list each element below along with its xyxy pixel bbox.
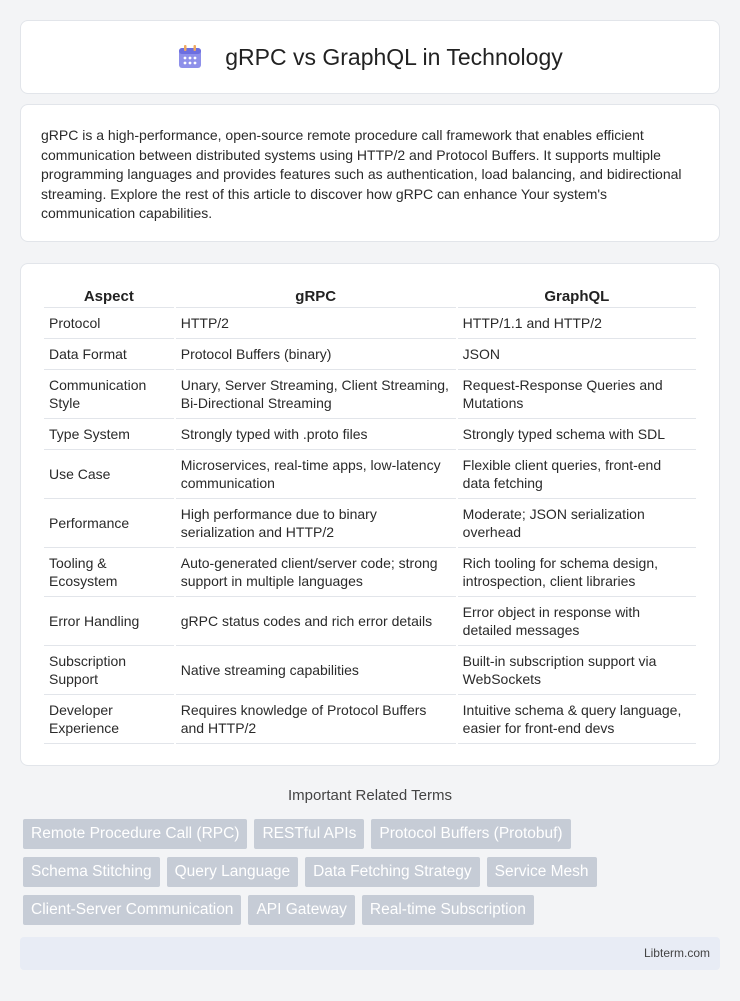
cell-graphql: Built-in subscription support via WebSockets bbox=[458, 646, 696, 695]
cell-grpc: Strongly typed with .proto files bbox=[176, 419, 456, 450]
cell-aspect: Performance bbox=[44, 499, 174, 548]
tag-protobuf[interactable]: Protocol Buffers (Protobuf) bbox=[371, 819, 570, 849]
cell-grpc: High performance due to binary serialization and HTTP/2 bbox=[176, 499, 456, 548]
table-row bbox=[44, 370, 696, 419]
calendar-icon bbox=[177, 44, 203, 70]
table-row bbox=[44, 597, 696, 646]
cell-grpc: Auto-generated client/server code; strong support in multiple languages bbox=[176, 548, 456, 597]
cell-grpc: Protocol Buffers (binary) bbox=[176, 339, 456, 370]
tag-row bbox=[23, 895, 723, 925]
comparison-card bbox=[20, 263, 720, 766]
tag-api-gateway[interactable]: API Gateway bbox=[248, 895, 354, 925]
cell-aspect: Tooling & Ecosystem bbox=[44, 548, 174, 597]
table-row bbox=[44, 695, 696, 744]
table-row bbox=[44, 419, 696, 450]
cell-graphql: JSON bbox=[458, 339, 696, 370]
related-terms bbox=[23, 819, 723, 933]
tag-schema-stitching[interactable]: Schema Stitching bbox=[23, 857, 160, 887]
cell-aspect: Communication Style bbox=[44, 370, 174, 419]
tag-client-server[interactable]: Client-Server Communication bbox=[23, 895, 241, 925]
header-grpc: gRPC bbox=[176, 285, 456, 308]
cell-graphql: Rich tooling for schema design, introspection, client libraries bbox=[458, 548, 696, 597]
cell-aspect: Subscription Support bbox=[44, 646, 174, 695]
footer-brand[interactable]: Libterm.com bbox=[643, 946, 710, 960]
cell-aspect: Error Handling bbox=[44, 597, 174, 646]
tag-row bbox=[23, 819, 723, 849]
table-row bbox=[44, 339, 696, 370]
cell-grpc: Requires knowledge of Protocol Buffers and HTTP/2 bbox=[176, 695, 456, 744]
footer bbox=[20, 937, 720, 970]
cell-graphql: Error object in response with detailed messages bbox=[458, 597, 696, 646]
cell-graphql: Intuitive schema & query language, easier for front-end devs bbox=[458, 695, 696, 744]
comparison-table bbox=[42, 285, 698, 744]
related-terms-title: Important Related Terms bbox=[288, 787, 452, 804]
cell-aspect: Developer Experience bbox=[44, 695, 174, 744]
cell-aspect: Data Format bbox=[44, 339, 174, 370]
tag-row bbox=[23, 857, 723, 887]
table-row bbox=[44, 548, 696, 597]
intro-text: gRPC is a high-performance, open-source remote procedure call framework that enables efficient communication between distributed systems using HTTP/2 and Protocol Buffers. It supports multiple programming languages and provides features such as authentication, load balancing, and bidirectional streaming. Explore the rest of this article to discover how gRPC can enhance Your system's communication capabilities. bbox=[41, 127, 682, 222]
cell-grpc: HTTP/2 bbox=[176, 308, 456, 339]
tag-realtime-subscription[interactable]: Real-time Subscription bbox=[362, 895, 534, 925]
table-row bbox=[44, 499, 696, 548]
header-aspect: Aspect bbox=[44, 285, 174, 308]
tag-rpc[interactable]: Remote Procedure Call (RPC) bbox=[23, 819, 247, 849]
tag-restful-apis[interactable]: RESTful APIs bbox=[254, 819, 364, 849]
table-row bbox=[44, 450, 696, 499]
cell-graphql: HTTP/1.1 and HTTP/2 bbox=[458, 308, 696, 339]
page-title: gRPC vs GraphQL in Technology bbox=[225, 43, 563, 70]
cell-aspect: Type System bbox=[44, 419, 174, 450]
tag-query-language[interactable]: Query Language bbox=[167, 857, 298, 887]
cell-grpc: Native streaming capabilities bbox=[176, 646, 456, 695]
tag-service-mesh[interactable]: Service Mesh bbox=[487, 857, 597, 887]
cell-graphql: Request-Response Queries and Mutations bbox=[458, 370, 696, 419]
cell-aspect: Use Case bbox=[44, 450, 174, 499]
cell-grpc: gRPC status codes and rich error details bbox=[176, 597, 456, 646]
header-graphql: GraphQL bbox=[458, 285, 696, 308]
tag-data-fetching-strategy[interactable]: Data Fetching Strategy bbox=[305, 857, 480, 887]
table-row bbox=[44, 646, 696, 695]
cell-graphql: Strongly typed schema with SDL bbox=[458, 419, 696, 450]
table-row bbox=[44, 308, 696, 339]
cell-grpc: Unary, Server Streaming, Client Streaming, Bi-Directional Streaming bbox=[176, 370, 456, 419]
header-card bbox=[20, 20, 720, 94]
cell-grpc: Microservices, real-time apps, low-latency communication bbox=[176, 450, 456, 499]
cell-aspect: Protocol bbox=[44, 308, 174, 339]
intro-card bbox=[20, 104, 720, 242]
cell-graphql: Moderate; JSON serialization overhead bbox=[458, 499, 696, 548]
cell-graphql: Flexible client queries, front-end data fetching bbox=[458, 450, 696, 499]
table-header-row bbox=[44, 285, 696, 308]
